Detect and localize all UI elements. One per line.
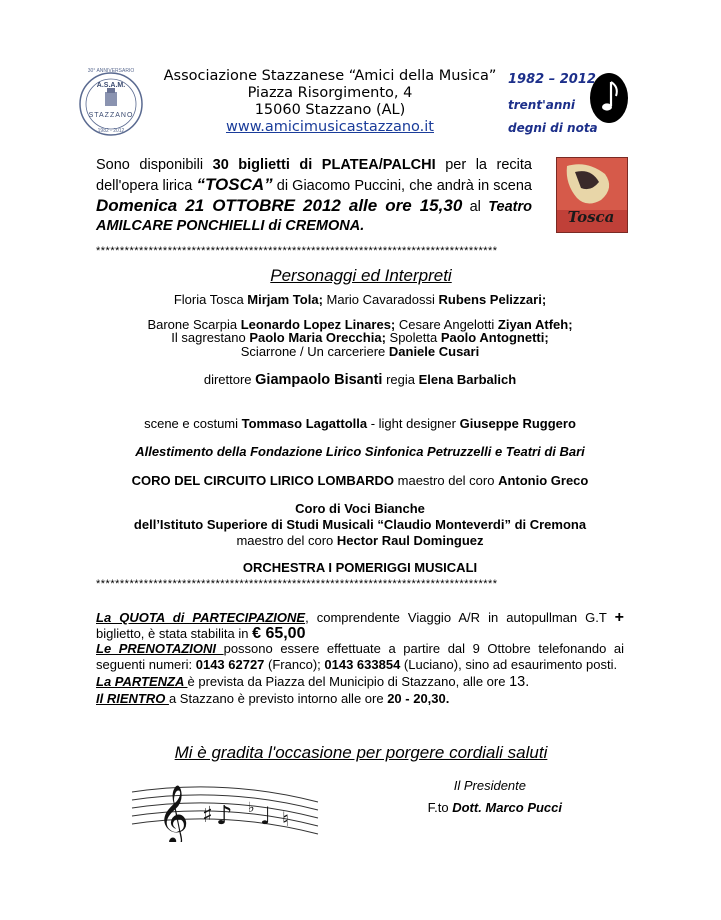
president-role: Il Presidente [453,778,526,793]
quota-label: La QUOTA di PARTECIPAZIONE [96,610,306,625]
logo-asam-text: A.S.A.M. [96,82,126,89]
separator-bottom: ************************************************************************************ [96,578,498,590]
partenza-text: è prevista da Piazza del Municipio di Stazzano, alle ore [187,674,510,689]
side-line1: trent'anni [508,98,576,112]
coro-line [60,473,660,489]
cast-title: Personaggi ed Interpreti [270,266,452,285]
svg-text:♯: ♯ [202,803,213,828]
orchestra-line [60,560,660,576]
signature-line [380,800,562,815]
singer-scarpia: Leonardo Lopez Linares; [240,317,396,332]
intro-text-3: di Giacomo Puccini, che andrà in scena [272,178,532,194]
music-note-icon [588,72,630,124]
partenza-label: La PARTENZA [96,674,188,689]
quota-text-1: , comprendente Viaggio A/R in autopullman G.T [305,610,615,625]
rientro-label: Il RIENTRO [96,690,169,706]
rientro-paragraph [96,691,624,707]
role-cavaradossi: Mario Cavaradossi [322,292,439,307]
orchestra-name: ORCHESTRA I POMERIGGI MUSICALI [242,560,478,575]
light-name: Giuseppe Ruggero [459,416,576,431]
svg-text:♭: ♭ [248,800,255,816]
rientro-time: 20 - 20,30. [387,690,450,706]
header-block [150,68,510,136]
scene-line [60,416,660,432]
performance-date: Domenica 21 OTTOBRE 2012 alle ore 15,30 [96,196,463,215]
address-street: Piazza Risorgimento, 4 [247,85,413,101]
singer-angelotti: Ziyan Atfeh; [497,317,573,332]
prenotazioni-text-1: possono essere effettuate a partire dal 9 Ottobre telefonando ai seguenti numeri: [96,641,625,672]
allestimento-line [60,444,660,460]
website-link[interactable]: www.amicimusicastazzano.it [225,119,434,135]
prenotazioni-text-3: (Luciano), sino ad esaurimento posti. [400,656,618,672]
director-name: Giampaolo Bisanti [255,372,383,388]
voci-bianche-title: Coro di Voci Bianche [295,501,425,516]
tosca-poster-label: Tosca [567,208,615,226]
role-tosca: Floria Tosca [173,292,248,307]
logo-years-text: 1982 - 2012 [97,128,125,134]
voci-bianche-maestro-name: Hector Raul Dominguez [336,533,484,548]
scene-name: Tommaso Lagattolla [241,416,368,431]
rientro-text: a Stazzano è previsto intorno alle ore [168,690,388,706]
president-name: Dott. Marco Pucci [452,800,562,815]
voci-bianche-institute: dell’Istituto Superiore di Studi Musicali “Claudio Monteverdi” di Cremona [133,517,587,532]
quota-text-2: biglietto, è stata stabilita in [96,625,253,641]
director-label: direttore [203,372,256,387]
coro-maestro-label: maestro del coro [394,473,499,488]
light-label: - light designer [367,416,460,431]
phone-luciano: 0143 633854 [324,656,401,672]
director-line [60,372,660,388]
coro-name: CORO DEL CIRCUITO LIRICO LOMBARDO [131,473,395,488]
intro-text-1: Sono disponibili [96,157,213,173]
intro-paragraph [96,156,532,236]
intro-text-2: per la recita dell'opera lirica [96,157,532,194]
partenza-time: 13. [509,674,530,690]
opera-title: “TOSCA” [196,175,273,194]
regia-name: Elena Barbalich [418,372,517,387]
cast-line-1 [60,292,660,308]
svg-text:♮: ♮ [282,807,290,831]
partenza-paragraph [96,674,624,691]
signature-fto: F.to [427,800,453,815]
singer-sciarrone: Daniele Cusari [388,344,480,359]
theatre-name: Teatro AMILCARE PONCHIELLI di CREMONA. [96,199,533,234]
allestimento-text: Allestimento della Fondazione Lirico Sinfonica Petruzzelli e Teatri di Bari [135,444,585,459]
quota-price: € 65,00 [252,624,306,642]
role-spoletta: Spoletta [385,330,441,345]
role-scarpia: Barone Scarpia [147,317,241,332]
quota-paragraph [96,610,624,641]
logo-city-text: STAZZANO [88,112,134,119]
side-years: 1982 – 2012 [508,72,596,87]
role-angelotti: Cesare Angelotti [395,317,498,332]
role-sciarrone: Sciarrone / Un carceriere [240,344,389,359]
side-line2: degni di nota [508,121,598,135]
regia-label: regia [382,372,419,387]
prenotazioni-text-2: (Franco); [264,656,325,672]
address-city: 15060 Stazzano (AL) [254,102,406,118]
singer-spoletta: Paolo Antognetti; [440,330,549,345]
prenotazioni-label: Le PRENOTAZIONI [96,641,224,656]
cast-line-4 [60,344,660,360]
singer-cavaradossi: Rubens Pelizzari; [438,292,547,307]
separator-top: ************************************************************************************ [96,245,498,257]
singer-tosca: Mirjam Tola; [247,292,323,307]
quota-plus: + [614,609,625,626]
association-name: Associazione Stazzanese “Amici della Musica” [163,68,497,84]
music-staff-decoration [130,772,320,842]
svg-text:♩: ♩ [260,802,272,830]
closing-greeting: Mi è gradita l'occasione per porgere cordiali saluti [174,743,548,762]
coro-maestro-name: Antonio Greco [498,473,589,488]
singer-sagrestano: Paolo Maria Orecchia; [249,330,386,345]
svg-text:♪: ♪ [216,801,233,831]
intro-tickets: 30 biglietti di PLATEA/PALCHI [212,157,436,173]
prenotazioni-paragraph [96,641,624,672]
scene-label: scene e costumi [144,416,242,431]
voci-bianche-maestro-label: maestro del coro [236,533,337,548]
phone-franco: 0143 62727 [195,656,265,672]
role-sagrestano: Il sagrestano [171,330,250,345]
intro-text-4: al [462,199,489,215]
voci-bianche-block [60,501,660,549]
svg-text:𝄞: 𝄞 [158,785,189,842]
logo-anniversary-text: 30° ANNIVERSARIO [87,68,135,74]
info-block [96,610,624,706]
